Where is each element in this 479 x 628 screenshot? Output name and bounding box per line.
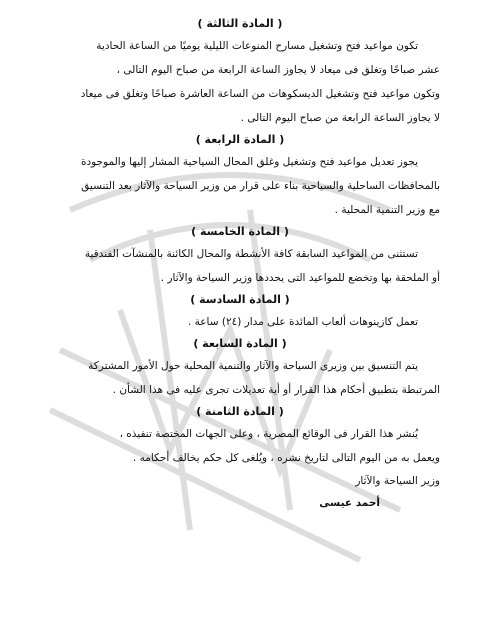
signature-name: أحمد عيسى: [319, 497, 380, 509]
text-line: المرتبطة بتطبيق أحكام هذا القرار أو أية تعديلات تجرى عليه فى هذا الشأن .: [112, 384, 440, 396]
text-line: تعمل كازينوهات ألعاب المائدة على مدار (٢٤) ساعة .: [187, 316, 418, 328]
article-6-heading: ( المادة السادسة ): [190, 293, 290, 306]
article-5-heading: ( المادة الخامسة ): [191, 225, 289, 238]
text-line: عشر صباحًا وتغلق فى ميعاد لا يجاوز الساعة الرابعة من صباح اليوم التالى ،: [116, 64, 440, 76]
decree-text: [40, 14, 440, 514]
text-line: ويعمل به من اليوم التالى لتاريخ نشره ، ويُلغى كل حكم يخالف أحكامه .: [132, 452, 440, 464]
article-7-heading: ( المادة السابعة ): [193, 337, 287, 350]
article-4-text: [40, 150, 440, 222]
signature-title: وزير السياحة والآثار: [355, 475, 440, 487]
article-3-text: [40, 34, 440, 130]
article-6-text: [40, 310, 440, 334]
text-line: لا يجاوز الساعة الرابعة من صباح اليوم التالى .: [240, 112, 440, 124]
text-line: بالمحافظات الساحلية والسياحية بناء على قرار من وزير السياحة والآثار بعد التنسيق: [81, 180, 440, 192]
article-3-heading: ( المادة الثالثة ): [197, 17, 283, 30]
article-8-heading: ( المادة الثامنة ): [196, 405, 284, 418]
article-5-text: [40, 242, 440, 290]
text-line: أو الملحقة بها وتخضع للمواعيد التى يحددها وزير السياحة والآثار .: [160, 272, 440, 284]
text-line: وتكون مواعيد فتح وتشغيل الديسكوهات من الساعة العاشرة صباحًا وتغلق فى ميعاد: [80, 88, 440, 100]
article-7-text: [40, 354, 440, 402]
text-line: تكون مواعيد فتح وتشغيل مسارح المنوعات الليلية يوميًا من الساعة الحادية: [96, 40, 418, 52]
text-line: يتم التنسيق بين وزيرى السياحة والآثار والتنمية المحلية حول الأمور المشتركة: [88, 360, 418, 372]
article-8-text: [40, 422, 440, 470]
article-4-heading: ( المادة الرابعة ): [195, 133, 285, 146]
text-line: تستثنى من المواعيد السابقة كافة الأنشطة والمحال الكائنة بالمنشآت الفندقية: [84, 248, 418, 260]
text-line: يجوز تعديل مواعيد فتح وتشغيل وغلق المحال السياحية المشار إليها والموجودة: [80, 156, 418, 168]
text-line: يُنشر هذا القرار فى الوقائع المصرية ، وعلى الجهات المختصة تنفيذه ،: [119, 428, 418, 440]
text-line: مع وزير التنمية المحلية .: [334, 204, 440, 216]
